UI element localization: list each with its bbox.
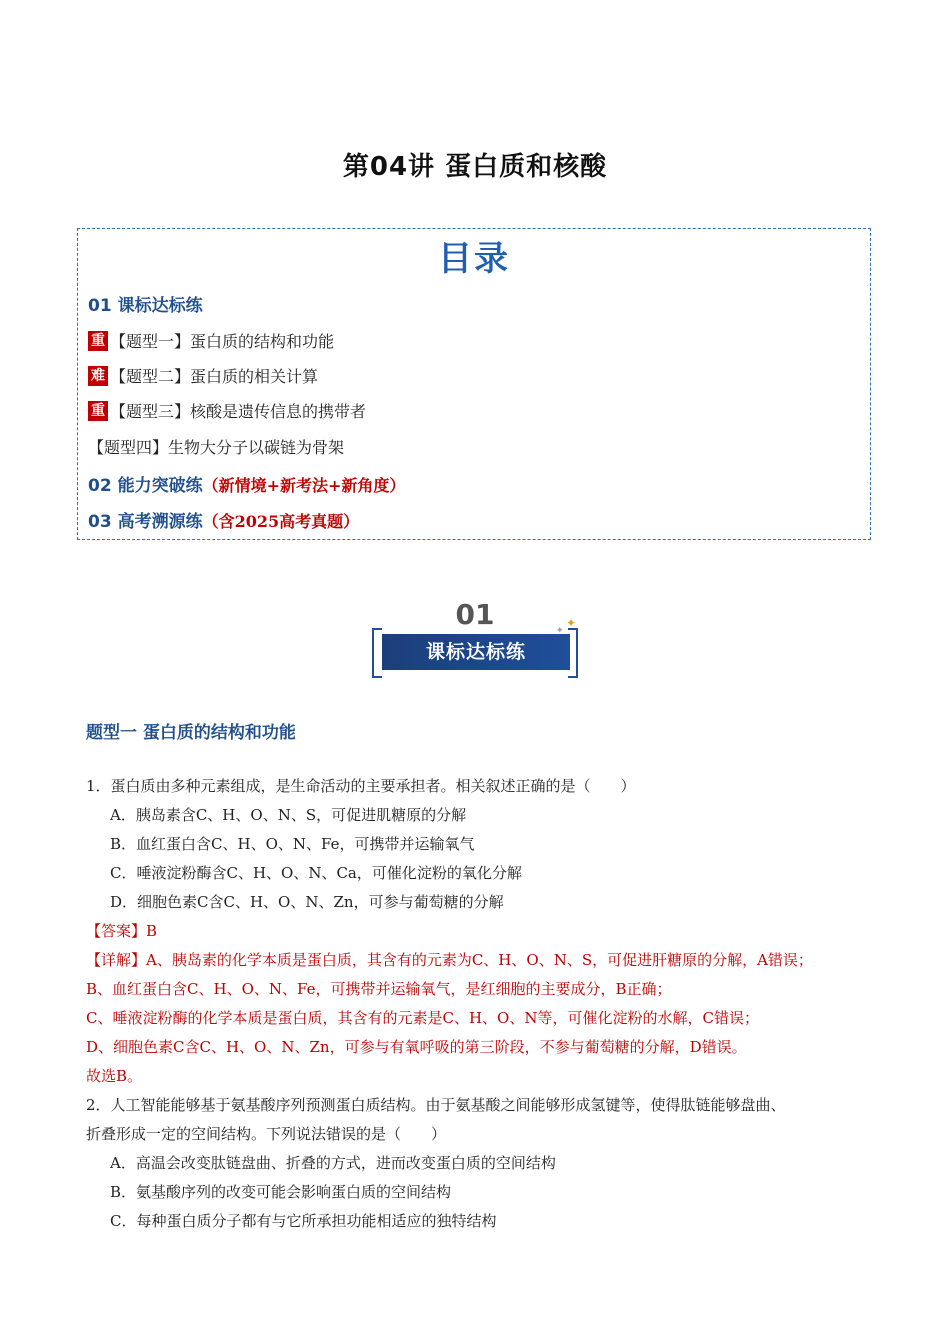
section-banner <box>370 598 580 680</box>
toc-item-label: 【题型三】核酸是遗传信息的携带者 <box>110 402 367 421</box>
question-1-answer: 【答案】B <box>86 922 158 940</box>
question-1-option-a: A．胰岛素含C、H、O、N、S，可促进肌糖原的分解 <box>110 806 467 824</box>
sparkle-icon: ✦ <box>566 616 577 630</box>
toc-item-3[interactable] <box>88 399 366 422</box>
toc-item-4[interactable] <box>88 435 344 458</box>
sparkle-icon: ✦ <box>556 626 564 636</box>
question-2-stem-line-1: 2．人工智能能够基于氨基酸序列预测蛋白质结构。由于氨基酸之间能够形成氢键等，使得肽链能够盘曲、 <box>86 1096 786 1114</box>
toc-item-label: 【题型四】生物大分子以碳链为骨架 <box>88 438 345 457</box>
question-type-heading: 题型一 蛋白质的结构和功能 <box>86 723 296 743</box>
question-1-option-d: D．细胞色素C含C、H、O、N、Zn，可参与葡萄糖的分解 <box>110 893 504 911</box>
question-1-explanation-d: D、细胞色素C含C、H、O、N、Zn，可参与有氧呼吸的第三阶段，不参与葡萄糖的分解，D错误。 <box>86 1038 747 1056</box>
toc-section-2[interactable] <box>88 471 405 496</box>
toc-item-1[interactable] <box>88 329 334 352</box>
banner-label: 课标达标练 <box>425 641 526 663</box>
toc-item-2[interactable] <box>88 364 318 387</box>
toc-section-3-label: 03 高考溯源练 <box>88 512 203 532</box>
banner-number: 01 <box>455 598 495 631</box>
bracket-left-decoration <box>372 628 382 678</box>
toc-item-label: 【题型一】蛋白质的结构和功能 <box>110 332 335 351</box>
toc-item-label: 【题型二】蛋白质的相关计算 <box>110 367 319 386</box>
question-1-explanation-b: B、血红蛋白含C、H、O、N、Fe，可携带并运输氧气，是红细胞的主要成分，B正确； <box>86 980 672 998</box>
toc-heading: 目录 <box>438 239 510 279</box>
question-2-option-b: B．氨基酸序列的改变可能会影响蛋白质的空间结构 <box>110 1183 452 1201</box>
question-1-option-b: B．血红蛋白含C、H、O、N、Fe，可携带并运输氧气 <box>110 835 475 853</box>
question-2-option-c: C．每种蛋白质分子都有与它所承担功能相适应的独特结构 <box>110 1212 497 1230</box>
page-title: 第04讲 蛋白质和核酸 <box>342 152 608 182</box>
table-of-contents <box>77 228 871 540</box>
question-2-stem-line-2: 折叠形成一定的空间结构。下列说法错误的是（ ） <box>86 1125 447 1143</box>
toc-section-2-note: （新情境+新考法+新角度） <box>202 476 406 495</box>
toc-section-2-label: 02 能力突破练 <box>88 476 203 496</box>
question-1-conclusion: 故选B。 <box>86 1067 143 1085</box>
question-1-explanation-c: C、唾液淀粉酶的化学本质是蛋白质，其含有的元素是C、H、O、N等，可催化淀粉的水解，C错误； <box>86 1009 759 1027</box>
question-1-stem: 1．蛋白质由多种元素组成，是生命活动的主要承担者。相关叙述正确的是（ ） <box>86 777 636 795</box>
badge-important: 重 <box>88 401 108 421</box>
question-1-option-c: C．唾液淀粉酶含C、H、O、N、Ca，可催化淀粉的氧化分解 <box>110 864 522 882</box>
toc-section-3-note: （含2025高考真题） <box>202 512 360 531</box>
badge-important: 重 <box>88 331 108 351</box>
question-1-explanation-a: 【详解】A、胰岛素的化学本质是蛋白质，其含有的元素为C、H、O、N、S，可促进肝糖原的分解，A错误； <box>86 951 813 969</box>
question-2-option-a: A．高温会改变肽链盘曲、折叠的方式，进而改变蛋白质的空间结构 <box>110 1154 556 1172</box>
toc-section-3[interactable] <box>88 507 359 532</box>
toc-section-1[interactable]: 01 课标达标练 <box>88 296 203 316</box>
badge-difficult: 难 <box>88 366 108 386</box>
